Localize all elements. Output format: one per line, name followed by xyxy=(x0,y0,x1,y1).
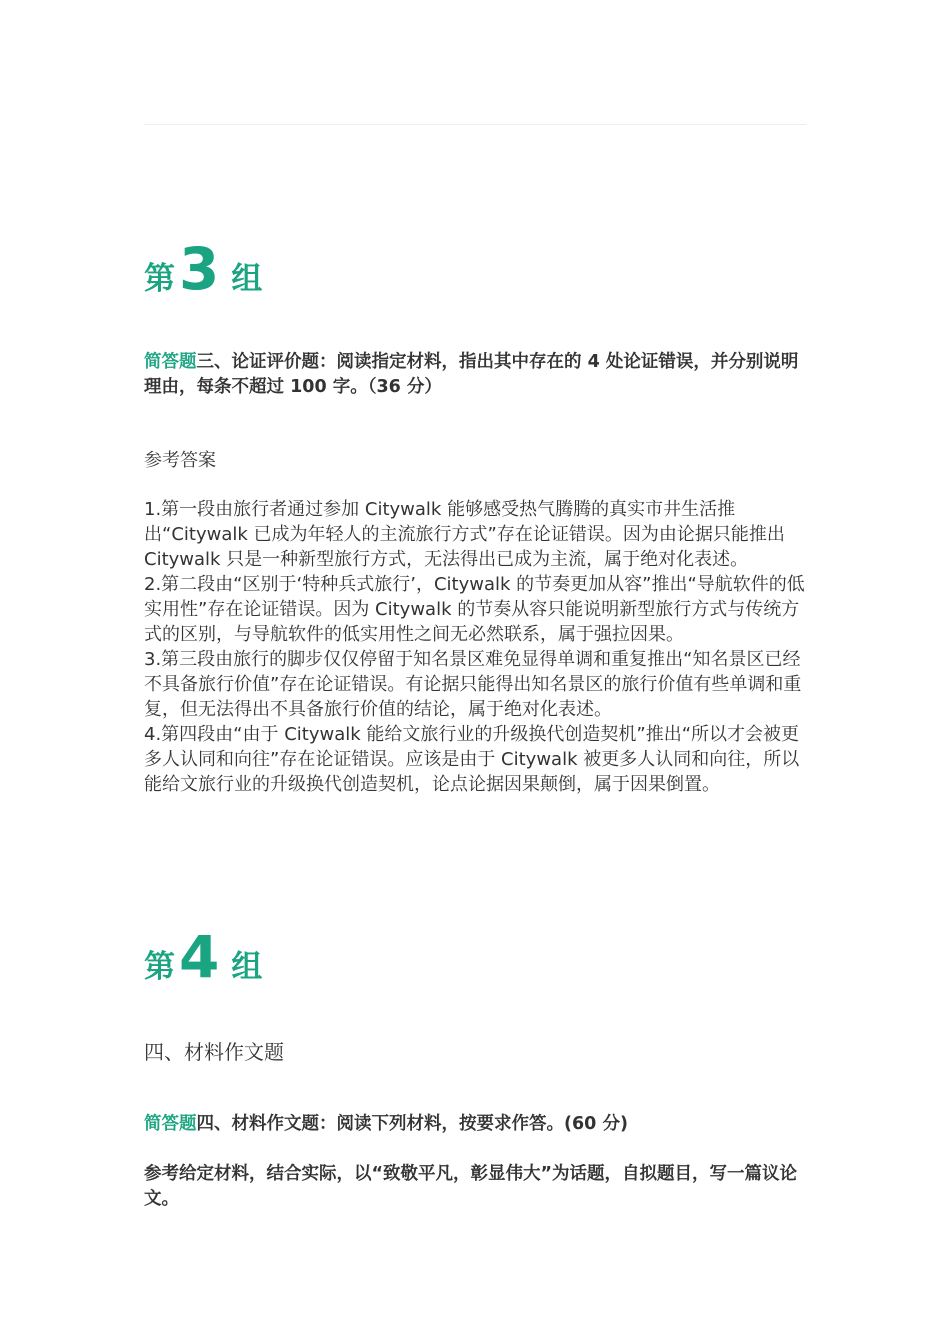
question-3-type-label: 简答题 xyxy=(144,352,197,372)
group-3-heading xyxy=(144,235,263,303)
question-4-title xyxy=(144,1112,806,1137)
group-3-suffix: 组 xyxy=(231,261,263,297)
group-4-prefix: 第 xyxy=(144,949,175,985)
question-4-type-label: 简答题 xyxy=(144,1114,197,1134)
question-4-prompt: 参考给定材料，结合实际，以“致敬平凡，彰显伟大”为话题，自拟题目，写一篇议论文。 xyxy=(144,1164,798,1209)
answer-3-item-3: 3.第三段由旅行的脚步仅仅停留于知名景区难免显得单调和重复推出“知名景区已经不具备旅行价值”存在论证错误。有论据只能得出知名景区的旅行价值有些单调和重复，但无法得出不具备旅行价值的结论，属于绝对化表述。 xyxy=(144,649,802,720)
answer-3-label: 参考答案 xyxy=(144,450,216,471)
answer-3-item-1: 1.第一段由旅行者通过参加 Citywalk 能够感受热气腾腾的真实市井生活推出“Citywalk 已成为年轻人的主流旅行方式”存在论证错误。因为由论据只能推出 Citywalk 只是一种新型旅行方式，无法得出已成为主流，属于绝对化表述。 xyxy=(144,499,785,570)
answer-3-item-4: 4.第四段由“由于 Citywalk 能给文旅行业的升级换代创造契机”推出“所以才会被更多人认同和向往”存在论证错误。应该是由于 Citywalk 被更多人认同和向往，所以能给文旅行业的升级换代创造契机，论点论据因果颠倒，属于因果倒置。 xyxy=(144,724,800,795)
question-4-text: 四、材料作文题：阅读下列材料，按要求作答。(60 分) xyxy=(196,1114,628,1134)
section-4-title: 四、材料作文题 xyxy=(144,1040,284,1064)
question-3-text: 三、论证评价题：阅读指定材料，指出其中存在的 4 处论证错误，并分别说明理由，每条不超过 100 字。（36 分） xyxy=(144,352,799,397)
group-4-suffix: 组 xyxy=(231,949,263,985)
answer-3-list xyxy=(144,497,806,797)
group-4-number: 4 xyxy=(179,923,220,991)
group-3-number: 3 xyxy=(179,235,220,303)
answer-3-item-2: 2.第二段由“区别于‘特种兵式旅行’，Citywalk 的节奏更加从容”推出“导航软件的低实用性”存在论证错误。因为 Citywalk 的节奏从容只能说明新型旅行方式与传统方式的区别，与导航软件的低实用性之间无必然联系，属于强拉因果。 xyxy=(144,574,805,645)
question-3-title xyxy=(144,350,806,400)
group-3-prefix: 第 xyxy=(144,261,175,297)
group-4-heading xyxy=(144,923,263,991)
top-divider xyxy=(144,124,806,125)
